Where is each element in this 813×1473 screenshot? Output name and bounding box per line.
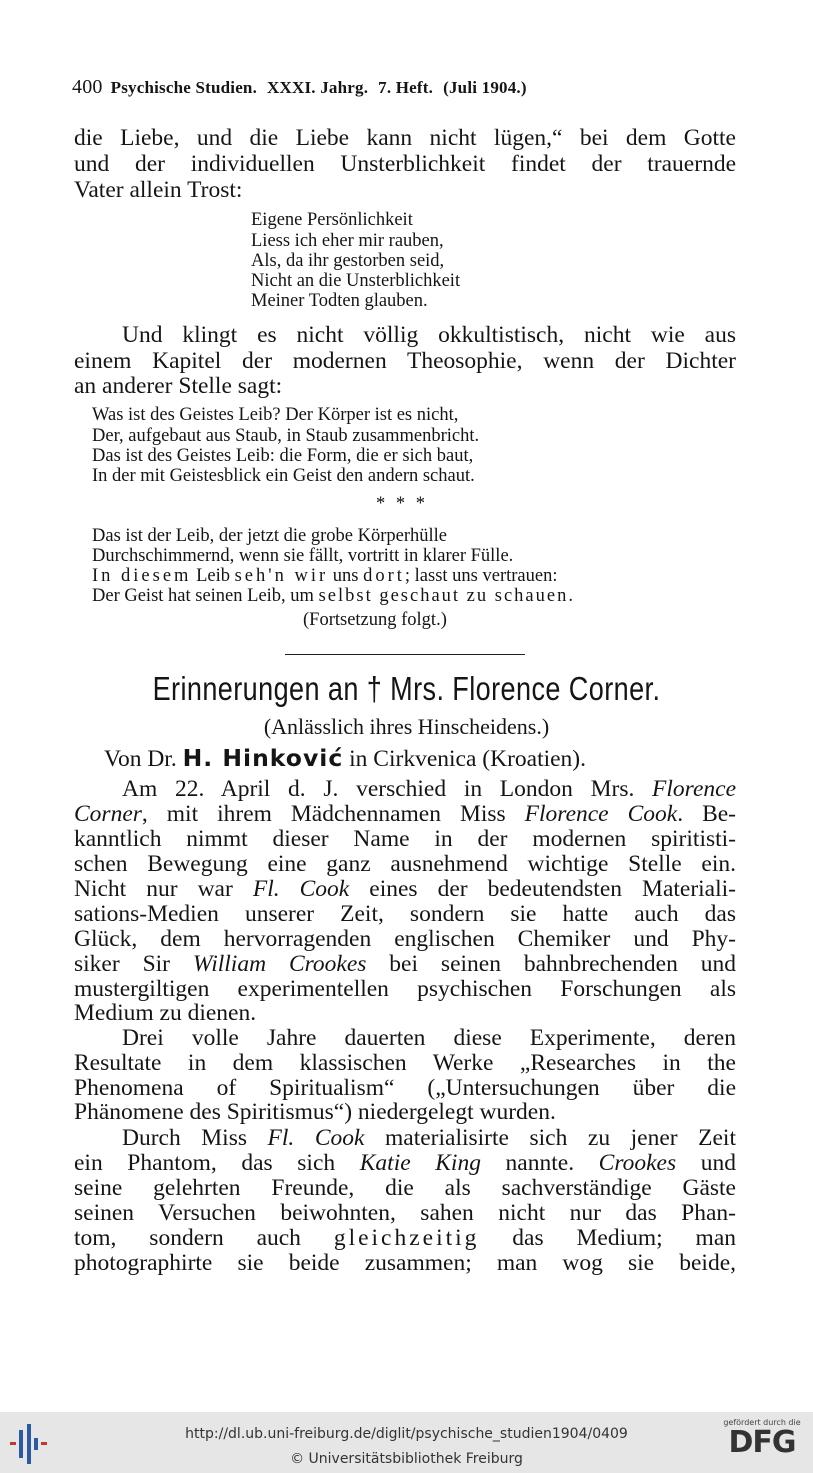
text-line: Corner, mit ihrem Mädchennamen Miss Florence Cook. Be-	[74, 801, 736, 827]
text-line: Nicht nur war Fl. Cook eines der bedeutendsten Materiali-	[74, 876, 736, 902]
dfg-caption: gefördert durch die	[723, 1418, 801, 1427]
text-line: kanntlich nimmt dieser Name in der modernen spiritisti-	[74, 826, 736, 852]
issue: 7. Heft.	[378, 78, 434, 97]
text-line: und der individuellen Unsterblichkeit findet der trauernde	[74, 151, 736, 177]
text-line: Medium zu dienen.	[74, 1000, 257, 1026]
page-number: 400	[72, 76, 103, 98]
text-line: Vater allein Trost:	[74, 177, 243, 203]
poem-line: Das ist des Geistes Leib: die Form, die er sich baut,	[92, 446, 474, 466]
article-subtitle: (Anlässlich ihres Hinscheidens.)	[263, 714, 550, 739]
journal-name: Psychische Studien.	[110, 78, 258, 97]
poem-line: Als, da ihr gestorben seid,	[251, 251, 445, 271]
poem-line: Nicht an die Unsterblichkeit	[251, 271, 461, 291]
text-line: photographirte sie beide zusammen; man wog sie beide,	[74, 1250, 736, 1276]
text-line: die Liebe, und die Liebe kann nicht lügen,“ bei dem Gotte	[74, 125, 736, 151]
text-line: tom, sondern auch gleichzeitig das Medium; man	[74, 1225, 736, 1251]
source-url-link[interactable]: http://dl.ub.uni-freiburg.de/diglit/psychische_studien1904/0409	[185, 1426, 628, 1442]
dfg-wordmark: DFG	[728, 1425, 796, 1460]
viewer-footer	[0, 1412, 813, 1473]
text-line: an anderer Stelle sagt:	[74, 373, 283, 399]
text-line: Phenomena of Spiritualism“ („Untersuchungen über die	[74, 1075, 736, 1101]
text-line: mustergiltigen experimentellen psychischen Forschungen als	[74, 976, 736, 1002]
text-line: Und klingt es nicht völlig okkultistisch, nicht wie aus	[122, 322, 736, 348]
volume: XXXI. Jahrg.	[267, 78, 369, 97]
poem-line: Durchschimmernd, wenn sie fällt, vortritt in klarer Fülle.	[92, 546, 514, 566]
section-asterisks: * * *	[376, 494, 428, 514]
copyright-notice: © Universitätsbibliothek Freiburg	[290, 1451, 523, 1467]
dfg-logo	[721, 1418, 803, 1470]
text-line: Drei volle Jahre dauerten diese Experimente, deren	[122, 1025, 736, 1051]
text-line: Glück, dem hervorragenden englischen Chemiker und Phy-	[74, 926, 736, 952]
text-line: siker Sir William Crookes bei seinen bahnbrechenden und	[74, 951, 736, 977]
poem-line: In der mit Geistesblick ein Geist den andern schaut.	[92, 466, 475, 486]
text-line: Am 22. April d. J. verschied in London Mrs. Florence	[122, 776, 736, 802]
text-line: Phänomene des Spiritismus“) niedergelegt wurden.	[74, 1099, 556, 1125]
running-header	[72, 76, 692, 99]
text-line: sations-Medien unserer Zeit, sondern sie hatte auch das	[74, 901, 736, 927]
text-line: einem Kapitel der modernen Theosophie, wenn der Dichter	[74, 348, 736, 374]
poem-line: Der, aufgebaut aus Staub, in Staub zusammenbricht.	[92, 426, 480, 446]
article-title: Erinnerungen an † Mrs. Florence Corner.	[152, 670, 661, 707]
poem-line: Meiner Todten glauben.	[251, 291, 428, 311]
continued-note: (Fortsetzung folgt.)	[303, 610, 447, 630]
poem-line: In diesem Leib seh'n wir uns dort; lasst uns vertrauen:	[92, 566, 558, 586]
issue-date: (Juli 1904.)	[443, 78, 527, 97]
text-line: seine gelehrten Freunde, die als sachverständige Gäste	[74, 1175, 736, 1201]
text-line: Durch Miss Fl. Cook materialisirte sich zu jener Zeit	[122, 1125, 736, 1151]
text-line: Resultate in dem klassischen Werke „Researches in the	[74, 1050, 736, 1076]
poem-line: Liess ich eher mir rauben,	[251, 231, 444, 251]
author-name: H. Hinković	[182, 744, 344, 772]
poem-line: Das ist der Leib, der jetzt die grobe Körperhülle	[92, 526, 447, 546]
poem-line: Der Geist hat seinen Leib, um selbst geschaut zu schauen.	[92, 586, 575, 606]
text-line: seinen Versuchen beiwohnten, sahen nicht nur das Phan-	[74, 1200, 736, 1226]
poem-line: Eigene Persönlichkeit	[251, 210, 413, 230]
section-divider	[285, 654, 525, 655]
byline: Von Dr. H. Hinković in Cirkvenica (Kroatien).	[104, 744, 587, 772]
text-line: schen Bewegung eine ganz ausnehmend wichtige Stelle ein.	[74, 851, 736, 877]
poem-line: Was ist des Geistes Leib? Der Körper ist es nicht,	[92, 405, 459, 425]
text-line: ein Phantom, das sich Katie King nannte. Crookes und	[74, 1150, 736, 1176]
